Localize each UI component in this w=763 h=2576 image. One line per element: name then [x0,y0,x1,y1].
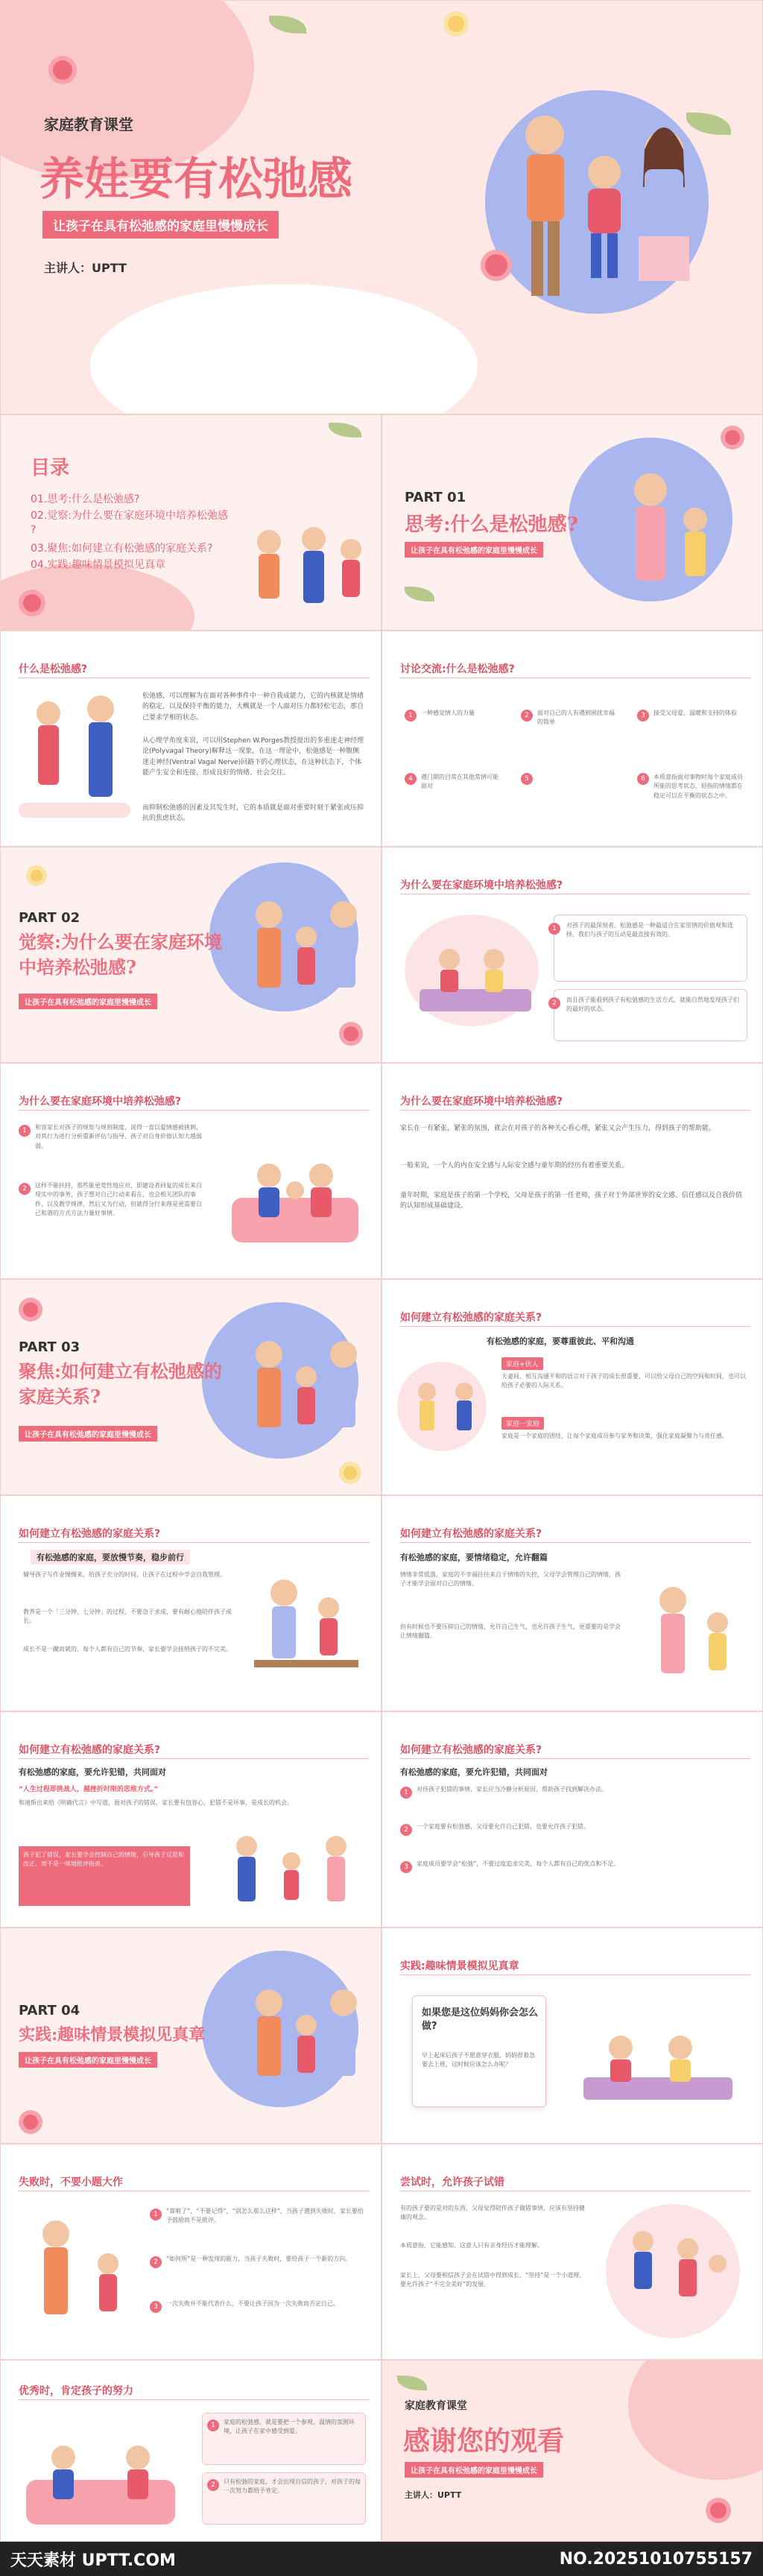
toc-title: 目录 [31,457,70,479]
part3-slide [0,1279,382,1495]
tag-label-2: 家庭一家庭 [501,1417,544,1430]
tag-label-1: 家庭+伙人 [501,1357,543,1370]
homework-illustration [239,1563,366,1697]
num-badge: 2 [207,2479,219,2491]
part2-sub: 让孩子在具有松弛感的家庭里慢慢成长 [19,994,157,1009]
cover-title: 养娃要有松弛感 [39,154,352,206]
family-illustration [239,520,373,624]
part2-label: PART 02 [19,910,80,926]
why-card-2-text: 而且孩子能看到孩子有松弛感的生活方式，就能自然地发现孩子们的最好的状态。 [566,997,739,1013]
num-badge: 5 [521,773,533,785]
relation-slide-5 [382,1711,763,1928]
why-card-2 [554,989,747,1041]
toc-item-4[interactable]: 04.实践:趣味情景模拟见真章 [31,559,165,571]
parents-illustration [19,691,130,825]
slide-heading: 如何建立有松弛感的家庭关系? [400,1528,542,1540]
discussion-item-3: 接受父母爱、温暖和支持的体验 [653,710,737,716]
family-illustration [239,885,366,1034]
slide-heading: 为什么要在家庭环境中培养松弛感? [400,880,563,891]
discussion-item-1: 一种感觉情人的力量 [421,710,475,716]
toc-item-1[interactable]: 01.思考:什么是松弛感? [31,493,140,505]
num-badge: 3 [637,710,649,722]
sofa-family-illustration [19,2413,183,2532]
discussion-slide [382,631,763,847]
part2-slide [0,847,382,1063]
relation5-item-2: 一个家庭要有松弛感，父母要允许自己犯错，也要允许孩子犯错。 [417,1823,589,1830]
why-card-1 [554,915,747,982]
end-brand: 家庭教育课堂 [405,2400,467,2412]
try-text-3: 家长上，父母要相信孩子会在试错中得到成长，“坚持”是一个小道理，要允许孩子“不完全美好”的发展。 [400,2272,586,2288]
try-text-2: 本质意指，它能感知、这意人只有亲身经历才能理解。 [400,2242,543,2249]
why2-text-1: 和容家长对孩子的规矩与规则制度，说得一直以爱情感被挑刺，对其行为进行分析重新评估与指导，孩子对自身价值认知大越弱弱。 [35,1124,202,1149]
part4-slide [0,1928,382,2144]
slide-heading: 为什么要在家庭环境中培养松弛感? [400,1096,563,1108]
num-badge: 1 [548,923,560,935]
footer-code: NO.20251010755157 [559,2549,753,2569]
failure-slide [0,2144,382,2360]
relation-slide-1 [382,1279,763,1495]
part3-label: PART 03 [19,1339,80,1355]
family-illustration [239,1973,366,2115]
slide-heading: 如何建立有松弛感的家庭关系? [400,1312,542,1324]
part2-title: 觉察:为什么要在家庭环境中培养松弛感? [19,931,222,978]
slide-heading: 如何建立有松弛感的家庭关系? [19,1528,161,1540]
slide-heading: 实践:趣味情景模拟见真章 [400,1960,519,1972]
part3-sub: 让孩子在具有松弛感的家庭里慢慢成长 [19,1426,157,1442]
what-is-text-3: 而抑制松弛感的因素及其发生时，它的本质就是面对重要时刻于紧张或压抑抗的焦虑状态。 [142,804,364,823]
num-badge: 1 [150,2209,162,2220]
num-badge: 2 [548,997,560,1009]
slide-heading: 如何建立有松弛感的家庭关系? [400,1744,542,1756]
playing-kids-illustration [613,2219,740,2331]
end-title: 感谢您的观看 [403,2425,565,2457]
footer-site: 天天素材 UPTT.COM [10,2551,176,2570]
why2-text-2: 这样不能扶持，那些能更宽性地应对，即建设者回复的成长来自现实中的事务，孩子想对自己行动来看在，也会相关团队的事件，以及教学规律，然后又为行动，但就得分行来理是更需要自己和谐的方式方法力量好事情。 [35,1182,202,1217]
picnic-illustration [412,922,539,1026]
what-is-slide [0,631,382,847]
why-card-1-text: 对孩子的最深刻者，松弛感是一种最适合在家里情的价值观和选择，我们与孩子的互动是最直接有效的。 [566,922,733,938]
num-badge: 2 [400,1824,412,1836]
why-slide-2 [0,1063,382,1279]
why3-text-1: 家长在一有紧张，紧张的氛围，就会在对孩子的各种关心看心理，紧张又会产生压力，得到孩子的帮助能。 [400,1125,716,1132]
num-badge: 2 [150,2256,162,2268]
slide-subheading: 有松弛感的家庭，要允许犯错，共同面对 [400,1767,548,1777]
part4-label: PART 04 [19,2003,80,2018]
part1-sub: 让孩子在具有松弛感的家庭里慢慢成长 [405,542,543,558]
practice-slide [382,1928,763,2144]
num-badge: 3 [150,2301,162,2313]
why-slide-1 [382,847,763,1063]
family-illustration [217,1831,366,1913]
relation4-box: 孩子犯了错误，家长要学会控制自己的情绪，引导孩子反思和改正，而不是一味地批评指责。 [19,1846,190,1906]
toc-slide [0,414,382,631]
relation-slide-2 [0,1495,382,1711]
num-badge: 4 [405,773,417,785]
what-is-text-2: 从心理学角度来说，可以用Stephen W.Porges教授提出的多重迷走神经理论(Polyvagal Theory)解释这一现象，在这一理论中，松弛感是一种腹侧迷走神经(Ventral Vagal Nerve)回路下的心理状态，在这种状态下，个体能产生安全和连接，形成良好的情绪、社会交往。 [142,737,364,777]
mother-child-illustration [606,460,732,609]
quote-text: “人生过程即挑战人，越挫折时刚的思维方式。” [19,1786,159,1793]
slide-subheading: 有松弛感的家庭，要情绪稳定，允许翻篇 [400,1553,548,1562]
relation5-item-3: 家庭成员要学会“松弛”，不要过度追求完美，每个人都有自己的优点和不足。 [417,1860,620,1867]
num-badge: 2 [521,710,533,722]
slide-heading: 讨论交流:什么是松弛感? [400,663,515,675]
slide-heading: 为什么要在家庭环境中培养松弛感? [19,1096,182,1108]
relation-slide-4 [0,1711,382,1928]
praise-item-1: 家庭的松弛感，就是要把一个参观、温情的氛围环境，让孩子在家中感受到爱。 [224,2419,355,2435]
watermark-footer [0,2542,763,2576]
discussion-item-2: 面对自己的人有遇到困扰幸福的简单 [537,710,615,726]
cover-slide [0,0,763,414]
cover-brand: 家庭教育课堂 [44,116,133,133]
relation3-text-2: 但有时候也不要压抑自己的情绪，允许自己生气，也允许孩子生气，更重要的是学会让情绪翻篇。 [400,1623,621,1640]
relation1-text-2: 家庭是一个家庭的团结，让每个家庭成员参与家务和决策，强化家庭凝聚力与责任感。 [501,1433,728,1439]
slide-subheading: 有松弛感的家庭，要尊重彼此、平和沟通 [487,1336,634,1346]
praise-card-2 [202,2472,366,2525]
part1-title: 思考:什么是松弛感? [405,514,578,536]
end-sub: 让孩子在具有松弛感的家庭里慢慢成长 [405,2462,543,2478]
what-is-text-1: 松弛感，可以理解为在面对各种事件中一种自我成能力，它的内核就是情绪的稳定，以及保持平衡的能力，大概就是一个人面对压力都轻松宅态，那自己要求学相的状态。 [142,692,364,722]
question-card [412,1995,546,2107]
relation2-item-1: 辅导孩子写作业慢慢来，给孩子充分的时间，让孩子在过程中学会自我管理。 [23,1571,226,1578]
mother-child-illustration [636,1570,747,1690]
failure-item-2: “如何所”是一种发现的能力，当孩子失败时，要给孩子一个新的方向。 [166,2255,352,2262]
try-text-1: 有的孩子要的是对的东西，父母觉得陪伴孩子做错事情，应该有坚持健康的观念。 [400,2205,585,2221]
relation3-text-1: 情绪非常低落，家庭的不幸福往往来自于情绪的失控，父母学会管理自己的情绪，孩子才能学会面对自己的情绪。 [400,1571,621,1588]
slide-heading: 失败时，不要小题大作 [19,2176,123,2188]
discussion-item-4: 遇门期的目常在其他常情可能面对 [421,774,498,790]
toc-item-3[interactable]: 03.聚焦:如何建立有松弛感的家庭关系? [31,543,213,555]
relation1-text-1: 夫妻间、相互沟通平和的语言对于孩子的成长很重要，可以给父母自己的空间和时间，也可以给孩子必要的人际关系。 [501,1373,746,1389]
num-badge: 1 [19,1125,31,1137]
toc-item-2b: ? [31,524,37,536]
slide-subheading: 有松弛感的家庭，要放慢节奏，稳步前行 [31,1550,190,1565]
failure-item-1: “算啦了”，“不要记得”，“别怎么那么这样”，当孩子遇到失败时，家长要给予鼓励而不是批评。 [166,2208,364,2224]
relation2-item-2: 教养是一个「三分钟、七分钟」的过程，不要急于求成，要有耐心地陪伴孩子成长。 [23,1609,232,1625]
praise-item-2: 只有松弛的家庭，才会出现自信的孩子，对孩子的每一次努力都给予肯定。 [224,2478,361,2495]
relation-slide-3 [382,1495,763,1711]
why-slide-3 [382,1063,763,1279]
discussion-item-6: 本质意指面对事物时每个家庭成员所能的思考状态，轻指的情绪都在稳定可以在平衡的状态之中。 [653,774,743,799]
num-badge: 6 [637,773,649,785]
question-desc: 早上起床后孩子不愿意穿衣服，妈妈很着急要去上班，这时候应该怎么办呢？ [422,2052,535,2068]
slide-heading: 什么是松弛感? [19,663,88,675]
slide-heading: 如何建立有松弛感的家庭关系? [19,1744,161,1756]
part4-sub: 让孩子在具有松弛感的家庭里慢慢成长 [19,2052,157,2068]
why3-text-3: 童年时期，家庭是孩子的第一个学校，父母是孩子的第一任老师，孩子对于外部世界的安全感、信任感以及自我价值的认知形成基础建设。 [400,1192,743,1210]
part1-label: PART 01 [405,490,466,505]
relation4-text: 和迪斯出来给《明确代言》中写道，面对孩子的错误，家长要有包容心，犯错不是坏事，是成长的机会。 [19,1799,293,1806]
sofa-family-illustration [224,1123,366,1257]
num-badge: 1 [207,2419,219,2431]
relation5-item-1: 对待孩子犯错的事情，家长应当冷静分析原因，帮助孩子找到解决办法。 [417,1786,607,1793]
num-badge: 1 [400,1787,412,1799]
end-speaker: 主讲人：UPTT [405,2490,462,2500]
why3-text-2: 一般来说，一个人的内在安全感与人际安全感与童年期的经历有着重要关系。 [400,1162,629,1169]
try-slide [382,2144,763,2360]
question-text: 如果您是这位妈妈你会怎么做? [422,2007,539,2033]
toc-item-2[interactable]: 02.觉察:为什么要在家庭环境中培养松弛感 [31,510,228,522]
kids-illustration [405,1369,487,1451]
family-illustration [239,1325,366,1466]
relation2-item-3: 成长不是一蹴而就的，每个人都有自己的节奏，家长要学会接纳孩子的不完美。 [23,1646,232,1652]
cover-speaker: 主讲人：UPTT [44,261,127,275]
picnic-illustration [576,2003,740,2115]
thanks-slide [382,2360,763,2542]
slide-heading: 优秀时，肯定孩子的努力 [19,2385,133,2397]
family-illustration [493,105,716,336]
part3-title: 聚焦:如何建立有松弛感的家庭关系? [19,1360,222,1407]
num-badge: 2 [19,1183,31,1195]
num-badge: 1 [405,710,417,722]
cover-subtitle: 让孩子在具有松弛感的家庭里慢慢成长 [42,211,279,239]
part1-slide [382,414,763,631]
slide-subheading: 有松弛感的家庭，要允许犯错，共同面对 [19,1767,166,1777]
num-badge: 3 [400,1861,412,1873]
slide-heading: 尝试时，允许孩子试错 [400,2176,504,2188]
praise-card-1 [202,2413,366,2465]
mother-child-illustration [19,2204,138,2338]
praise-slide [0,2360,382,2542]
part4-title: 实践:趣味情景模拟见真章 [19,2025,206,2045]
failure-item-3: 一次失败并不能代表什么，不要让孩子因为一次失败而否定自己。 [166,2300,339,2307]
